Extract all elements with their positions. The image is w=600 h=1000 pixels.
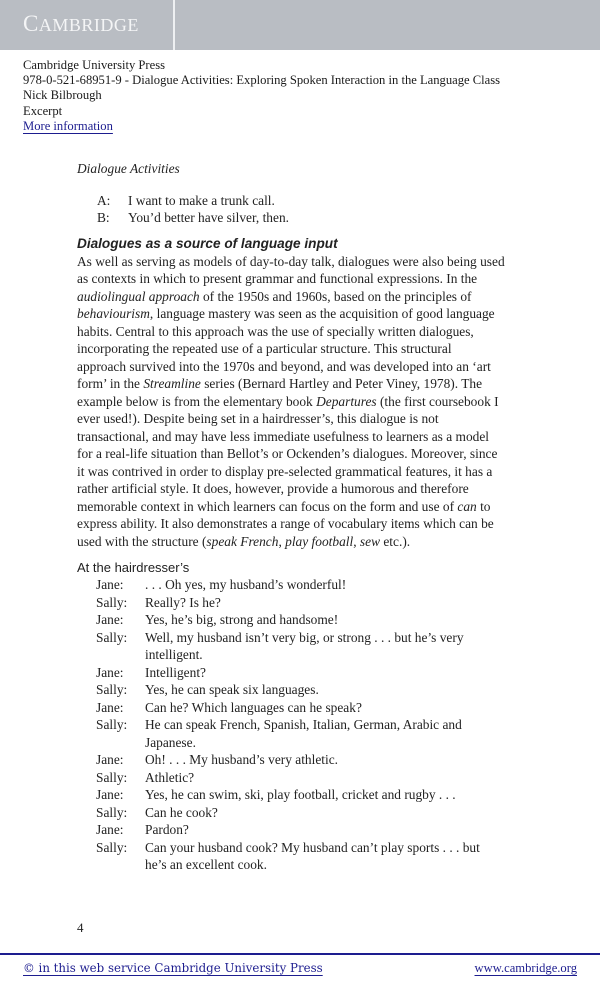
- dialogue-text: Can he cook?: [145, 804, 218, 820]
- paragraph-line: [77, 288, 547, 306]
- dialogue-text: I want to make a trunk call.: [128, 192, 275, 208]
- dialogue-text: Yes, he can speak six languages.: [145, 682, 319, 697]
- text-run: etc.).: [380, 533, 411, 549]
- website-link[interactable]: www.cambridge.org: [474, 961, 577, 975]
- dialogue-line: [96, 839, 547, 857]
- speaker-label: Jane:: [96, 822, 124, 837]
- paragraph-line: [77, 270, 547, 288]
- text-run: for a real-life situation than Bellot’s or Ockenden’s dialogues. Moreover, since: [77, 446, 498, 461]
- text-run: to: [476, 498, 491, 514]
- dialogue-text: Really? Is he?: [145, 594, 221, 610]
- text-run: used with the structure (: [77, 533, 207, 549]
- header-divider: [173, 0, 175, 50]
- speaker-label: Jane:: [96, 664, 124, 680]
- speaker-label: Jane:: [96, 612, 124, 627]
- header-bar: [0, 0, 600, 50]
- intro-dialogue: [97, 192, 547, 227]
- paragraph-line: [77, 428, 547, 446]
- excerpt-label: Excerpt: [23, 103, 63, 118]
- speaker-label: Sally:: [96, 717, 128, 732]
- logo-wordmark: CAMBRIDGE: [23, 11, 139, 36]
- dialogue-line: [96, 664, 547, 682]
- dialogue-title: At the hairdresser’s: [77, 560, 190, 575]
- speaker-label: Jane:: [96, 787, 124, 802]
- italic-term: Streamline: [143, 376, 201, 391]
- dialogue-text: Athletic?: [145, 769, 195, 785]
- text-run: series (Bernard Hartley and Peter Viney, 1978). The: [200, 376, 483, 391]
- text-run: rather artificial style. It does, however, provide a humorous and therefore: [77, 481, 469, 496]
- book-page: [77, 160, 547, 874]
- publisher: Cambridge University Press: [23, 58, 166, 72]
- speaker-label: [96, 646, 145, 664]
- more-information-link[interactable]: More information: [23, 118, 113, 133]
- paragraph-line: [77, 393, 547, 411]
- text-run: ,: [353, 533, 360, 549]
- speaker-label: Sally:: [96, 594, 128, 610]
- speaker-label: Sally:: [96, 629, 128, 645]
- dialogue-line: [96, 804, 547, 822]
- paragraph-line: [77, 253, 547, 271]
- text-run: (the first coursebook I: [376, 393, 499, 409]
- paragraph-line: [77, 358, 547, 376]
- italic-term: speak French: [206, 533, 279, 549]
- dialogue-text: Pardon?: [145, 822, 189, 837]
- dialogue-text: Well, my husband isn’t very big, or strong . . . but he’s very: [145, 629, 464, 645]
- paragraph-line: [77, 340, 547, 358]
- dialogue-text: Yes, he’s big, strong and handsome!: [145, 612, 339, 627]
- author: Nick Bilbrough: [23, 88, 102, 103]
- paragraph-line: [77, 463, 547, 481]
- text-run: ,: [278, 533, 286, 549]
- speaker-label: [96, 856, 145, 874]
- dialogue-line: [96, 751, 547, 769]
- footer-rule: [0, 953, 600, 955]
- dialogue-text: intelligent.: [145, 647, 203, 662]
- speaker-label: B:: [97, 210, 110, 225]
- dialogue-line: [96, 611, 547, 629]
- italic-term: behaviourism: [77, 306, 150, 321]
- text-run: ever used!). Despite being set in a hairdresser’s, this dialogue is not: [77, 411, 439, 426]
- paragraph-line: [77, 323, 547, 341]
- hairdresser-dialogue: [96, 576, 547, 874]
- paragraph-line: [77, 305, 547, 323]
- paragraph-line: [77, 375, 547, 393]
- book-meta: [23, 58, 500, 134]
- text-run: approach survived into the 1970s and beyond, and was developed into an ‘art: [77, 358, 491, 374]
- speaker-label: Sally:: [96, 682, 128, 697]
- paragraph-line: [77, 498, 547, 516]
- dialogue-line: [96, 821, 547, 839]
- cambridge-logo: [23, 11, 139, 37]
- speaker-label: A:: [97, 192, 111, 208]
- text-run: example below is from the elementary book: [77, 393, 317, 409]
- paragraph-line: [77, 410, 547, 428]
- speaker-label: Jane:: [96, 577, 124, 592]
- italic-term: play football: [285, 533, 354, 549]
- dialogue-line: [96, 856, 547, 874]
- text-run: form’ in the: [77, 376, 144, 391]
- speaker-label: Jane:: [96, 752, 124, 767]
- dialogue-line: [96, 769, 547, 787]
- text-run: memorable context in which learners can focus on the form and use of: [77, 498, 458, 514]
- text-run: it was contrived in order to display pre-selected grammatical features, it has a: [77, 463, 493, 479]
- text-run: express ability. It also demonstrates a range of vocabulary items which can be: [77, 516, 494, 531]
- text-run: , language mastery was seen as the acquisition of good language: [149, 306, 495, 321]
- dialogue-line: [96, 594, 547, 612]
- dialogue-text: You’d better have silver, then.: [128, 210, 289, 225]
- italic-term: Departures: [316, 393, 377, 409]
- italic-term: can: [457, 498, 477, 514]
- text-run: As well as serving as models of day-to-day talk, dialogues were also being used: [77, 253, 505, 269]
- paragraph-line: [77, 445, 547, 463]
- speaker-label: [96, 734, 145, 752]
- italic-term: audiolingual approach: [77, 288, 200, 304]
- speaker-label: Sally:: [96, 804, 128, 820]
- dialogue-text: . . . Oh yes, my husband’s wonderful!: [145, 577, 347, 592]
- body-paragraph: [77, 253, 547, 551]
- dialogue-text: he’s an excellent cook.: [145, 857, 267, 872]
- dialogue-line: [96, 786, 547, 804]
- text-run: transactional, and may have less immediate usefulness to learners as a model: [77, 428, 489, 444]
- dialogue-text: Japanese.: [145, 734, 196, 750]
- intro-dialogue-line: [97, 192, 547, 210]
- speaker-label: Jane:: [96, 699, 124, 715]
- text-run: habits. Central to this approach was the use of specially written dialogues,: [77, 323, 474, 339]
- dialogue-text: Oh! . . . My husband’s very athletic.: [145, 752, 339, 767]
- paragraph-line: [77, 533, 547, 551]
- book-title: 978-0-521-68951-9 - Dialogue Activities: Exploring Spoken Interaction in the Language Class: [23, 73, 501, 88]
- text-run: incorporating the repeated use of a particular structure. This structural: [77, 341, 452, 356]
- dialogue-line: [96, 646, 547, 664]
- dialogue-text: Yes, he can swim, ski, play football, cricket and rugby . . .: [145, 787, 456, 802]
- intro-dialogue-line: [97, 209, 547, 227]
- page-number: 4: [77, 920, 84, 935]
- paragraph-line: [77, 515, 547, 533]
- dialogue-line: [96, 576, 547, 594]
- dialogue-line: [96, 681, 547, 699]
- dialogue-text: He can speak French, Spanish, Italian, German, Arabic and: [145, 717, 462, 732]
- text-run: of the 1950s and 1960s, based on the principles of: [199, 288, 472, 304]
- speaker-label: Sally:: [96, 839, 128, 855]
- copyright-link[interactable]: © in this web service Cambridge University Press: [23, 961, 323, 975]
- dialogue-line: [96, 716, 547, 734]
- dialogue-line: [96, 629, 547, 647]
- dialogue-text: Can your husband cook? My husband can’t play sports . . . but: [145, 839, 480, 855]
- dialogue-line: [96, 699, 547, 717]
- section-heading: Dialogues as a source of language input: [77, 235, 338, 251]
- dialogue-text: Intelligent?: [145, 664, 206, 680]
- running-head: Dialogue Activities: [77, 161, 180, 176]
- dialogue-text: Can he? Which languages can he speak?: [145, 699, 362, 715]
- paragraph-line: [77, 480, 547, 498]
- text-run: as contexts in which to present grammar and functional expressions. In the: [77, 271, 478, 286]
- speaker-label: Sally:: [96, 769, 128, 785]
- italic-term: sew: [359, 533, 381, 549]
- dialogue-line: [96, 734, 547, 752]
